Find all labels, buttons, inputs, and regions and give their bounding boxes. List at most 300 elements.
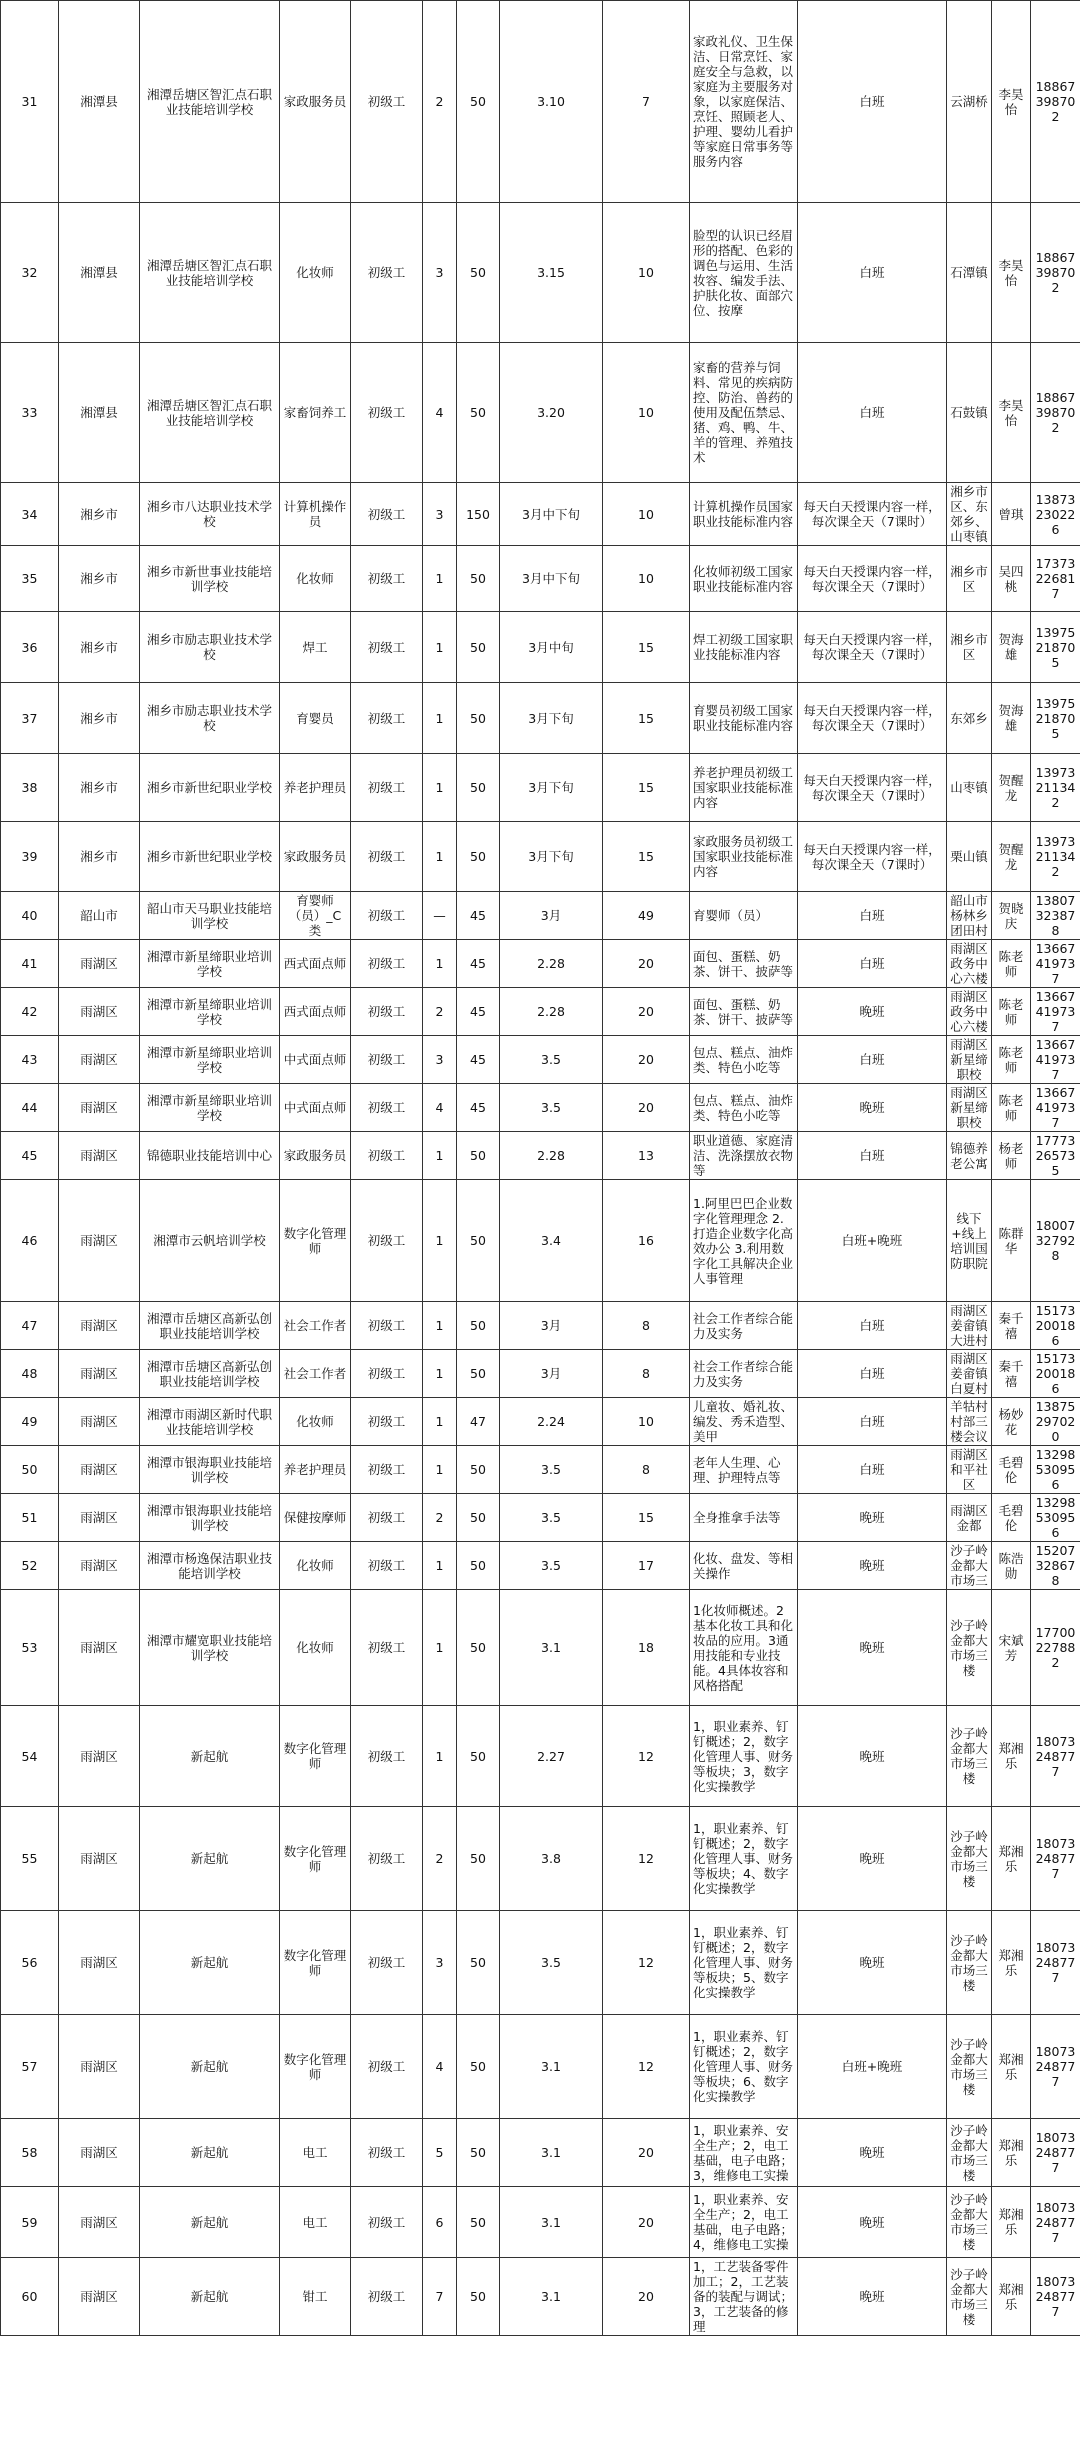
start-date-cell: 3月下旬 [500,683,603,754]
row-number-cell: 46 [1,1180,59,1302]
start-date-cell: 3月下旬 [500,754,603,822]
job-title-cell: 家政服务员 [280,822,351,892]
row-number-cell: 48 [1,1350,59,1398]
training-content-cell: 1化妆师概述。2基本化妆工具和化妆品的应用。3通用技能和专业技能。4具体妆容和风格搭配 [690,1590,798,1706]
training-location-cell: 云湖桥 [947,1,992,203]
contact-person-cell: 杨老师 [992,1132,1031,1180]
class-shift-cell: 晚班 [798,1706,947,1807]
training-location-cell: 东郊乡 [947,683,992,754]
district-cell: 湘乡市 [59,546,140,612]
contact-phone-cell: 13973211342 [1031,822,1080,892]
job-title-cell: 电工 [280,2119,351,2187]
row-number-cell: 55 [1,1807,59,1911]
training-days-cell: 12 [603,1706,690,1807]
skill-level-cell: 初级工 [351,822,423,892]
job-title-cell: 育婴师（员）_C类 [280,892,351,940]
table-row [1,683,1080,754]
skill-level-cell: 初级工 [351,1590,423,1706]
school-name-cell: 韶山市天马职业技能培训学校 [140,892,280,940]
trainee-count-cell: 50 [457,203,500,343]
table-row [1,1350,1080,1398]
contact-phone-cell: 17700227882 [1031,1590,1080,1706]
skill-level-cell: 初级工 [351,1542,423,1590]
school-name-cell: 湘潭岳塘区智汇点石职业技能培训学校 [140,1,280,203]
start-date-cell: 2.28 [500,988,603,1036]
trainee-count-cell: 50 [457,1494,500,1542]
trainee-count-cell: 50 [457,1302,500,1350]
district-cell: 雨湖区 [59,1302,140,1350]
contact-phone-cell: 18073248777 [1031,2119,1080,2187]
table-row [1,1590,1080,1706]
job-title-cell: 家畜饲养工 [280,343,351,483]
batch-number-cell: 1 [423,612,457,683]
district-cell: 韶山市 [59,892,140,940]
job-title-cell: 化妆师 [280,1542,351,1590]
table-row [1,988,1080,1036]
job-title-cell: 西式面点师 [280,988,351,1036]
training-location-cell: 沙子岭金都大市场三楼 [947,1590,992,1706]
start-date-cell: 3.1 [500,1590,603,1706]
job-title-cell: 西式面点师 [280,940,351,988]
training-location-cell: 湘乡市区、东郊乡、山枣镇 [947,483,992,546]
trainee-count-cell: 50 [457,1706,500,1807]
skill-level-cell: 初级工 [351,892,423,940]
district-cell: 雨湖区 [59,940,140,988]
contact-person-cell: 贺海雄 [992,683,1031,754]
class-shift-cell: 晚班 [798,1590,947,1706]
training-days-cell: 10 [603,1398,690,1446]
class-shift-cell: 白班 [798,940,947,988]
batch-number-cell: 3 [423,1911,457,2015]
district-cell: 湘潭县 [59,343,140,483]
training-days-cell: 12 [603,2015,690,2119]
job-title-cell: 中式面点师 [280,1084,351,1132]
school-name-cell: 新起航 [140,2187,280,2258]
district-cell: 雨湖区 [59,1398,140,1446]
table-row [1,612,1080,683]
training-content-cell: 1，职业素养、钉钉概述；2，数字化管理人事、财务等板块；6、数字化实操教学 [690,2015,798,2119]
training-content-cell: 家政礼仪、卫生保洁、日常烹饪、家庭安全与急救，以家庭为主要服务对象，以家庭保洁、烹饪、照顾老人、护理、婴幼儿看护等家庭日常事务等服务内容 [690,1,798,203]
trainee-count-cell: 50 [457,1807,500,1911]
skill-level-cell: 初级工 [351,1084,423,1132]
batch-number-cell: 4 [423,1084,457,1132]
training-location-cell: 沙子岭金都大市场三楼 [947,1706,992,1807]
table-row [1,1,1080,203]
training-days-cell: 20 [603,2258,690,2336]
skill-level-cell: 初级工 [351,2187,423,2258]
training-content-cell: 1，职业素养、安全生产；2，电工基础，电子电路；3，维修电工实操 [690,2119,798,2187]
training-location-cell: 羊牯村村部三楼会议 [947,1398,992,1446]
trainee-count-cell: 50 [457,683,500,754]
start-date-cell: 3.1 [500,2119,603,2187]
skill-level-cell: 初级工 [351,940,423,988]
table-row [1,1132,1080,1180]
skill-level-cell: 初级工 [351,1398,423,1446]
batch-number-cell: 1 [423,1446,457,1494]
contact-person-cell: 李昊怡 [992,343,1031,483]
contact-phone-cell: 13873230226 [1031,483,1080,546]
contact-phone-cell: 13975218705 [1031,683,1080,754]
skill-level-cell: 初级工 [351,1446,423,1494]
school-name-cell: 新起航 [140,2258,280,2336]
job-title-cell: 家政服务员 [280,1132,351,1180]
contact-person-cell: 陈老师 [992,1036,1031,1084]
training-location-cell: 栗山镇 [947,822,992,892]
batch-number-cell: 4 [423,343,457,483]
training-content-cell: 养老护理员初级工国家职业技能标准内容 [690,754,798,822]
skill-level-cell: 初级工 [351,2258,423,2336]
training-location-cell: 沙子岭金都大市场三楼 [947,2015,992,2119]
training-content-cell: 化妆师初级工国家职业技能标准内容 [690,546,798,612]
batch-number-cell: 4 [423,2015,457,2119]
trainee-count-cell: 50 [457,1590,500,1706]
school-name-cell: 湘潭市新星缔职业培训学校 [140,1036,280,1084]
batch-number-cell: — [423,892,457,940]
start-date-cell: 3.1 [500,2258,603,2336]
row-number-cell: 54 [1,1706,59,1807]
batch-number-cell: 1 [423,1302,457,1350]
start-date-cell: 3月中下旬 [500,546,603,612]
training-content-cell: 1，职业素养、钉钉概述；2，数字化管理人事、财务等板块；3，数字化实操教学 [690,1706,798,1807]
row-number-cell: 50 [1,1446,59,1494]
training-content-cell: 面包、蛋糕、奶茶、饼干、披萨等 [690,988,798,1036]
district-cell: 雨湖区 [59,1590,140,1706]
class-shift-cell: 晚班 [798,2258,947,2336]
trainee-count-cell: 50 [457,2258,500,2336]
class-shift-cell: 每天白天授课内容一样，每次课全天（7课时） [798,822,947,892]
training-days-cell: 20 [603,940,690,988]
row-number-cell: 41 [1,940,59,988]
training-days-cell: 49 [603,892,690,940]
row-number-cell: 42 [1,988,59,1036]
job-title-cell: 家政服务员 [280,1,351,203]
row-number-cell: 44 [1,1084,59,1132]
training-days-cell: 10 [603,483,690,546]
school-name-cell: 湘潭岳塘区智汇点石职业技能培训学校 [140,203,280,343]
trainee-count-cell: 45 [457,1084,500,1132]
training-content-cell: 儿童妆、婚礼妆、编发、秀禾造型、美甲 [690,1398,798,1446]
training-content-cell: 社会工作者综合能力及实务 [690,1350,798,1398]
class-shift-cell: 白班+晚班 [798,2015,947,2119]
class-shift-cell: 每天白天授课内容一样，每次课全天（7课时） [798,483,947,546]
start-date-cell: 2.28 [500,1132,603,1180]
row-number-cell: 57 [1,2015,59,2119]
row-number-cell: 38 [1,754,59,822]
trainee-count-cell: 50 [457,1446,500,1494]
batch-number-cell: 6 [423,2187,457,2258]
training-location-cell: 沙子岭金都大市场三楼 [947,1911,992,2015]
row-number-cell: 40 [1,892,59,940]
class-shift-cell: 白班 [798,1036,947,1084]
row-number-cell: 37 [1,683,59,754]
trainee-count-cell: 50 [457,2187,500,2258]
table-row [1,2258,1080,2336]
training-location-cell: 雨湖区姜畲镇白夏村 [947,1350,992,1398]
contact-person-cell: 郑湘乐 [992,2119,1031,2187]
school-name-cell: 湘潭市岳塘区高新弘创职业技能培训学校 [140,1350,280,1398]
school-name-cell: 湘乡市励志职业技术学校 [140,683,280,754]
job-title-cell: 焊工 [280,612,351,683]
start-date-cell: 3月中下旬 [500,483,603,546]
district-cell: 雨湖区 [59,1807,140,1911]
table-row [1,1807,1080,1911]
training-content-cell: 老年人生理、心理、护理特点等 [690,1446,798,1494]
trainee-count-cell: 50 [457,1,500,203]
training-location-cell: 沙子岭金都大市场三楼 [947,1807,992,1911]
training-days-cell: 20 [603,2187,690,2258]
class-shift-cell: 白班+晚班 [798,1180,947,1302]
contact-person-cell: 毛碧伦 [992,1446,1031,1494]
class-shift-cell: 白班 [798,1446,947,1494]
training-days-cell: 10 [603,546,690,612]
training-content-cell: 家政服务员初级工国家职业技能标准内容 [690,822,798,892]
contact-phone-cell: 13298530956 [1031,1446,1080,1494]
school-name-cell: 湘潭市银海职业技能培训学校 [140,1446,280,1494]
contact-phone-cell: 18867398702 [1031,203,1080,343]
table-row [1,1446,1080,1494]
contact-phone-cell: 15207328678 [1031,1542,1080,1590]
training-days-cell: 12 [603,1911,690,2015]
district-cell: 雨湖区 [59,1911,140,2015]
school-name-cell: 湘潭市雨湖区新时代职业技能培训学校 [140,1398,280,1446]
job-title-cell: 化妆师 [280,546,351,612]
class-shift-cell: 白班 [798,343,947,483]
training-location-cell: 山枣镇 [947,754,992,822]
school-name-cell: 湘潭市耀宽职业技能培训学校 [140,1590,280,1706]
class-shift-cell: 晚班 [798,1542,947,1590]
contact-person-cell: 郑湘乐 [992,1807,1031,1911]
school-name-cell: 湘潭市云帆培训学校 [140,1180,280,1302]
table-row [1,1494,1080,1542]
training-location-cell: 雨湖区姜畲镇大进村 [947,1302,992,1350]
skill-level-cell: 初级工 [351,1911,423,2015]
batch-number-cell: 1 [423,1706,457,1807]
district-cell: 雨湖区 [59,2119,140,2187]
start-date-cell: 3月中旬 [500,612,603,683]
district-cell: 雨湖区 [59,2187,140,2258]
district-cell: 湘乡市 [59,822,140,892]
training-content-cell: 脸型的认识已经眉形的搭配、色彩的调色与运用、生活妆容、编发手法、护肤化妆、面部穴位、按摩 [690,203,798,343]
start-date-cell: 2.27 [500,1706,603,1807]
table-row [1,203,1080,343]
table-row [1,2187,1080,2258]
batch-number-cell: 3 [423,203,457,343]
row-number-cell: 34 [1,483,59,546]
class-shift-cell: 白班 [798,1132,947,1180]
district-cell: 雨湖区 [59,988,140,1036]
row-number-cell: 60 [1,2258,59,2336]
class-shift-cell: 白班 [798,1350,947,1398]
job-title-cell: 数字化管理师 [280,1706,351,1807]
contact-person-cell: 郑湘乐 [992,2258,1031,2336]
row-number-cell: 59 [1,2187,59,2258]
trainee-count-cell: 50 [457,754,500,822]
contact-person-cell: 陈浩勋 [992,1542,1031,1590]
district-cell: 雨湖区 [59,1446,140,1494]
training-content-cell: 包点、糕点、油炸类、特色小吃等 [690,1084,798,1132]
job-title-cell: 钳工 [280,2258,351,2336]
contact-person-cell: 郑湘乐 [992,1706,1031,1807]
batch-number-cell: 1 [423,754,457,822]
job-title-cell: 社会工作者 [280,1302,351,1350]
skill-level-cell: 初级工 [351,1132,423,1180]
start-date-cell: 3.8 [500,1807,603,1911]
district-cell: 湘乡市 [59,683,140,754]
contact-person-cell: 李昊怡 [992,203,1031,343]
row-number-cell: 33 [1,343,59,483]
start-date-cell: 3月下旬 [500,822,603,892]
start-date-cell: 2.28 [500,940,603,988]
contact-person-cell: 秦千禧 [992,1350,1031,1398]
contact-phone-cell: 18007327928 [1031,1180,1080,1302]
table-row [1,1180,1080,1302]
batch-number-cell: 1 [423,822,457,892]
district-cell: 雨湖区 [59,1542,140,1590]
class-shift-cell: 白班 [798,1,947,203]
batch-number-cell: 1 [423,1132,457,1180]
contact-person-cell: 陈群华 [992,1180,1031,1302]
training-content-cell: 化妆、盘发、等相关操作 [690,1542,798,1590]
start-date-cell: 3.15 [500,203,603,343]
job-title-cell: 社会工作者 [280,1350,351,1398]
training-location-cell: 韶山市杨林乡团田村 [947,892,992,940]
training-location-cell: 雨湖区政务中心六楼 [947,988,992,1036]
training-location-cell: 线下+线上培训国防职院 [947,1180,992,1302]
contact-phone-cell: 13667419737 [1031,1036,1080,1084]
training-days-cell: 8 [603,1302,690,1350]
job-title-cell: 化妆师 [280,1398,351,1446]
contact-person-cell: 曾琪 [992,483,1031,546]
contact-person-cell: 陈老师 [992,988,1031,1036]
school-name-cell: 湘潭市杨逸保洁职业技能培训学校 [140,1542,280,1590]
training-content-cell: 计算机操作员国家职业技能标准内容 [690,483,798,546]
row-number-cell: 32 [1,203,59,343]
training-content-cell: 1，职业素养、钉钉概述；2，数字化管理人事、财务等板块；5、数字化实操教学 [690,1911,798,2015]
contact-phone-cell: 15173200186 [1031,1302,1080,1350]
table-row [1,940,1080,988]
job-title-cell: 养老护理员 [280,754,351,822]
skill-level-cell: 初级工 [351,2015,423,2119]
training-days-cell: 15 [603,683,690,754]
contact-phone-cell: 18073248777 [1031,1807,1080,1911]
table-row [1,343,1080,483]
start-date-cell: 3.1 [500,2015,603,2119]
table-row [1,1302,1080,1350]
class-shift-cell: 每天白天授课内容一样，每次课全天（7课时） [798,754,947,822]
school-name-cell: 新起航 [140,2119,280,2187]
contact-person-cell: 李昊怡 [992,1,1031,203]
row-number-cell: 47 [1,1302,59,1350]
start-date-cell: 3.1 [500,2187,603,2258]
batch-number-cell: 2 [423,1807,457,1911]
class-shift-cell: 白班 [798,1302,947,1350]
school-name-cell: 新起航 [140,1807,280,1911]
training-location-cell: 锦德养老公寓 [947,1132,992,1180]
contact-phone-cell: 18073248777 [1031,2015,1080,2119]
class-shift-cell: 每天白天授课内容一样，每次课全天（7课时） [798,612,947,683]
skill-level-cell: 初级工 [351,1807,423,1911]
batch-number-cell: 1 [423,1590,457,1706]
skill-level-cell: 初级工 [351,1302,423,1350]
training-content-cell: 焊工初级工国家职业技能标准内容 [690,612,798,683]
district-cell: 湘潭县 [59,203,140,343]
batch-number-cell: 5 [423,2119,457,2187]
table-row [1,822,1080,892]
trainee-count-cell: 50 [457,612,500,683]
trainee-count-cell: 50 [457,2015,500,2119]
contact-phone-cell: 18073248777 [1031,2187,1080,2258]
contact-person-cell: 陈老师 [992,940,1031,988]
contact-person-cell: 杨妙花 [992,1398,1031,1446]
district-cell: 雨湖区 [59,1132,140,1180]
batch-number-cell: 1 [423,1398,457,1446]
start-date-cell: 3月 [500,1302,603,1350]
school-name-cell: 新起航 [140,2015,280,2119]
row-number-cell: 56 [1,1911,59,2015]
contact-person-cell: 吴四桃 [992,546,1031,612]
batch-number-cell: 1 [423,546,457,612]
class-shift-cell: 晚班 [798,1911,947,2015]
school-name-cell: 湘乡市新世纪职业学校 [140,754,280,822]
district-cell: 雨湖区 [59,2258,140,2336]
start-date-cell: 3月 [500,892,603,940]
table-row [1,483,1080,546]
row-number-cell: 52 [1,1542,59,1590]
skill-level-cell: 初级工 [351,343,423,483]
training-days-cell: 18 [603,1590,690,1706]
training-location-cell: 沙子岭金都大市场三楼 [947,2258,992,2336]
district-cell: 湘潭县 [59,1,140,203]
contact-phone-cell: 18073248777 [1031,1706,1080,1807]
school-name-cell: 湘潭市新星缔职业培训学校 [140,988,280,1036]
job-title-cell: 化妆师 [280,203,351,343]
trainee-count-cell: 45 [457,940,500,988]
contact-person-cell: 贺晓庆 [992,892,1031,940]
class-shift-cell: 每天白天授课内容一样，每次课全天（7课时） [798,546,947,612]
training-location-cell: 石潭镇 [947,203,992,343]
contact-person-cell: 宋斌芳 [992,1590,1031,1706]
training-days-cell: 20 [603,1084,690,1132]
training-days-cell: 13 [603,1132,690,1180]
start-date-cell: 3.5 [500,1542,603,1590]
training-content-cell: 全身推拿手法等 [690,1494,798,1542]
start-date-cell: 3.5 [500,1911,603,2015]
training-days-cell: 17 [603,1542,690,1590]
school-name-cell: 湘潭市银海职业技能培训学校 [140,1494,280,1542]
training-content-cell: 1，工艺装备零件加工；2，工艺装备的装配与调试；3，工艺装备的修理 [690,2258,798,2336]
row-number-cell: 45 [1,1132,59,1180]
district-cell: 雨湖区 [59,1350,140,1398]
school-name-cell: 新起航 [140,1706,280,1807]
training-content-cell: 1，职业素养、安全生产；2，电工基础，电子电路；4，维修电工实操 [690,2187,798,2258]
training-days-cell: 16 [603,1180,690,1302]
row-number-cell: 53 [1,1590,59,1706]
trainee-count-cell: 50 [457,1180,500,1302]
row-number-cell: 31 [1,1,59,203]
contact-phone-cell: 13667419737 [1031,940,1080,988]
training-content-cell: 面包、蛋糕、奶茶、饼干、披萨等 [690,940,798,988]
class-shift-cell: 晚班 [798,2119,947,2187]
batch-number-cell: 7 [423,2258,457,2336]
skill-level-cell: 初级工 [351,612,423,683]
training-location-cell: 雨湖区和平社区 [947,1446,992,1494]
batch-number-cell: 1 [423,1180,457,1302]
trainee-count-cell: 45 [457,892,500,940]
table-row [1,1542,1080,1590]
contact-phone-cell: 13975218705 [1031,612,1080,683]
trainee-count-cell: 50 [457,1911,500,2015]
skill-level-cell: 初级工 [351,483,423,546]
